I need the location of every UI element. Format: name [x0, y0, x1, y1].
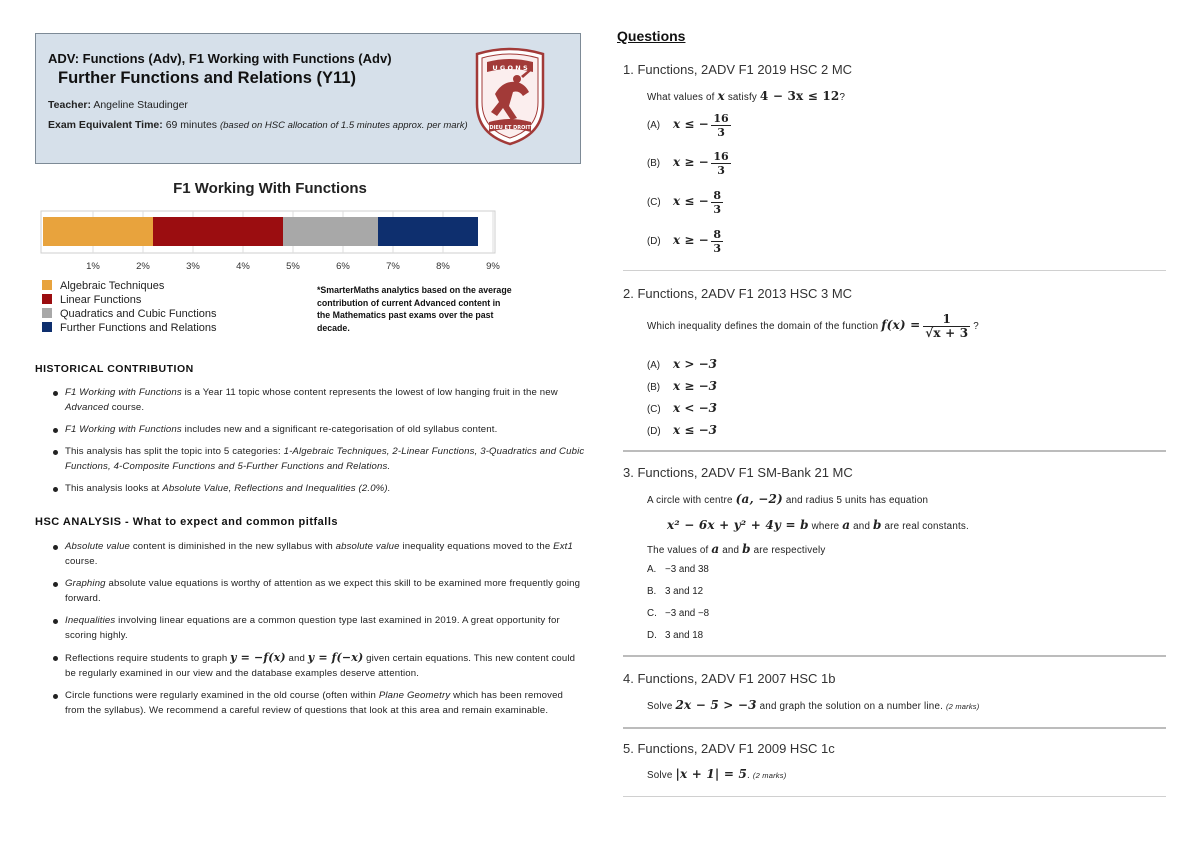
chart-note: *SmarterMaths analytics based on the average contribution of current Advanced content in the Mathematics past exams over the past decade.	[317, 285, 512, 333]
exam-note: (based on HSC allocation of 1.5 minutes approx. per mark)	[219, 120, 468, 131]
svg-text:U G O N S: U G O N S	[492, 64, 528, 72]
x-tick-label: 2%	[136, 261, 150, 272]
x-tick-label: 6%	[336, 261, 350, 272]
exam-value: 69 minutes	[165, 119, 218, 131]
answer-option: C. −3 and −8	[647, 608, 710, 619]
list-item: Graphing absolute value equations is worthy of attention as we expect this skill to be examined more frequently going forward.	[35, 576, 585, 606]
x-tick-label: 8%	[436, 261, 450, 272]
answer-option: (C) x ≤ − $\frac{8}{3}$	[647, 189, 722, 216]
legend-item	[42, 294, 141, 307]
separator	[623, 655, 1166, 657]
historical-list	[35, 385, 585, 503]
answer-option: (D) x ≥ − $\frac{8}{3}$	[647, 228, 722, 255]
teacher-line	[48, 99, 188, 111]
bar-segment	[283, 217, 378, 246]
question-3-line-2: x² − 6x + y² + 4y = b where a and b are real constants.	[667, 518, 969, 532]
list-item: Absolute value content is diminished in the new syllabus with absolute value inequality equations moved to the Ext1 course.	[35, 539, 585, 569]
separator	[623, 727, 1166, 729]
legend-swatch	[42, 322, 52, 332]
bar-segment	[378, 217, 478, 246]
historical-heading: HISTORICAL CONTRIBUTION	[35, 363, 194, 375]
answer-option: (C) x < −3	[647, 401, 717, 415]
header-title: Further Functions and Relations (Y11)	[58, 69, 356, 87]
question-4-stem: Solve 2x − 5 > −3 and graph the solution on a number line. (2 marks)	[647, 698, 980, 712]
legend-swatch	[42, 294, 52, 304]
legend-label: Quadratics and Cubic Functions	[60, 308, 217, 320]
list-item: Inequalities involving linear equations are a common question type last examined in 2019. A great opportunity for scoring highly.	[35, 613, 585, 643]
exam-label: Exam Equivalent Time:	[48, 119, 163, 131]
teacher-name: Angeline Staudinger	[93, 99, 188, 111]
list-item: This analysis looks at Absolute Value, Reflections and Inequalities (2.0%).	[35, 481, 585, 496]
question-1-title: 1. Functions, 2ADV F1 2019 HSC 2 MC	[623, 62, 853, 77]
x-tick-label: 1%	[86, 261, 100, 272]
list-item: F1 Working with Functions includes new and a significant re-categorisation of old syllabus content.	[35, 422, 585, 437]
legend-label: Algebraic Techniques	[60, 280, 165, 292]
answer-option: (A) x ≤ − $\frac{16}{3}$	[647, 112, 729, 139]
question-4-title: 4. Functions, 2ADV F1 2007 HSC 1b	[623, 671, 836, 686]
legend-item	[42, 322, 217, 335]
answer-option: B. 3 and 12	[647, 586, 704, 597]
x-tick-label: 4%	[236, 261, 250, 272]
chart-title: F1 Working With Functions	[173, 180, 367, 197]
svg-text:DIEU ET DROIT: DIEU ET DROIT	[489, 125, 531, 131]
question-3-title: 3. Functions, 2ADV F1 SM-Bank 21 MC	[623, 465, 853, 480]
answer-option: (B) x ≥ − $\frac{16}{3}$	[647, 150, 729, 177]
bar-segment	[43, 217, 153, 246]
legend-item	[42, 308, 217, 321]
legend-label: Linear Functions	[60, 294, 142, 306]
x-tick-label: 3%	[186, 261, 200, 272]
list-item: This analysis has split the topic into 5 categories: 1-Algebraic Techniques, 2-Linear Functions, 3-Quadratics and Cubic Functions, 4-Composite Functions and 5-Further Functions and Relations.	[35, 444, 585, 474]
question-3-line-3: The values of a and b are respectively	[647, 542, 826, 556]
exam-time-line	[48, 117, 478, 134]
answer-option: (B) x ≥ −3	[647, 379, 717, 393]
separator	[623, 450, 1166, 452]
x-tick-label: 7%	[386, 261, 400, 272]
bar-segment	[153, 217, 283, 246]
header-box	[35, 33, 581, 164]
list-item: Circle functions were regularly examined in the old course (often within Plane Geometry which has been removed from the syllabus). We recommend a careful review of questions that look at this area and remain examinable.	[35, 688, 585, 718]
hsc-analysis-heading: HSC ANALYSIS - What to expect and common pitfalls	[35, 516, 339, 528]
list-item: F1 Working with Functions is a Year 11 topic whose content represents the lowest of low hanging fruit in the new Advanced course.	[35, 385, 585, 415]
question-2-stem: Which inequality defines the domain of the function f(x) = $\frac{1}{√x + 3}$ ?	[647, 312, 979, 340]
question-3-line-1: A circle with centre (a, −2) and radius 5 units has equation	[647, 492, 929, 506]
legend-label: Further Functions and Relations	[60, 322, 217, 334]
question-5-title: 5. Functions, 2ADV F1 2009 HSC 1c	[623, 741, 835, 756]
question-1-stem: What values of x satisfy 4 − 3x ≤ 12?	[647, 89, 846, 103]
school-crest-icon	[473, 46, 547, 146]
header-subtitle: ADV: Functions (Adv), F1 Working with Functions (Adv)	[48, 51, 392, 66]
legend-swatch	[42, 280, 52, 290]
answer-option: (A) x > −3	[647, 357, 717, 371]
x-tick-label: 5%	[286, 261, 300, 272]
questions-heading: Questions	[617, 28, 686, 44]
answer-option: D. 3 and 18	[647, 630, 704, 641]
question-2-title: 2. Functions, 2ADV F1 2013 HSC 3 MC	[623, 286, 853, 301]
hsc-analysis-list	[35, 539, 585, 725]
legend-swatch	[42, 308, 52, 318]
x-tick-label: 9%	[486, 261, 500, 272]
teacher-label: Teacher:	[48, 99, 91, 111]
question-5-stem: Solve |x + 1| = 5. (2 marks)	[647, 767, 787, 781]
answer-option: A. −3 and 38	[647, 564, 709, 575]
legend-item	[42, 280, 164, 293]
chart-svg	[40, 210, 510, 280]
separator	[623, 270, 1166, 271]
list-item: Reflections require students to graph y = −f(x) and y = f(−x) given certain equations. This new content could be regularly examined in our view and the database examples deserve attention.	[35, 650, 585, 681]
separator	[623, 796, 1166, 797]
stacked-bar-chart	[40, 210, 510, 280]
answer-option: (D) x ≤ −3	[647, 423, 717, 437]
